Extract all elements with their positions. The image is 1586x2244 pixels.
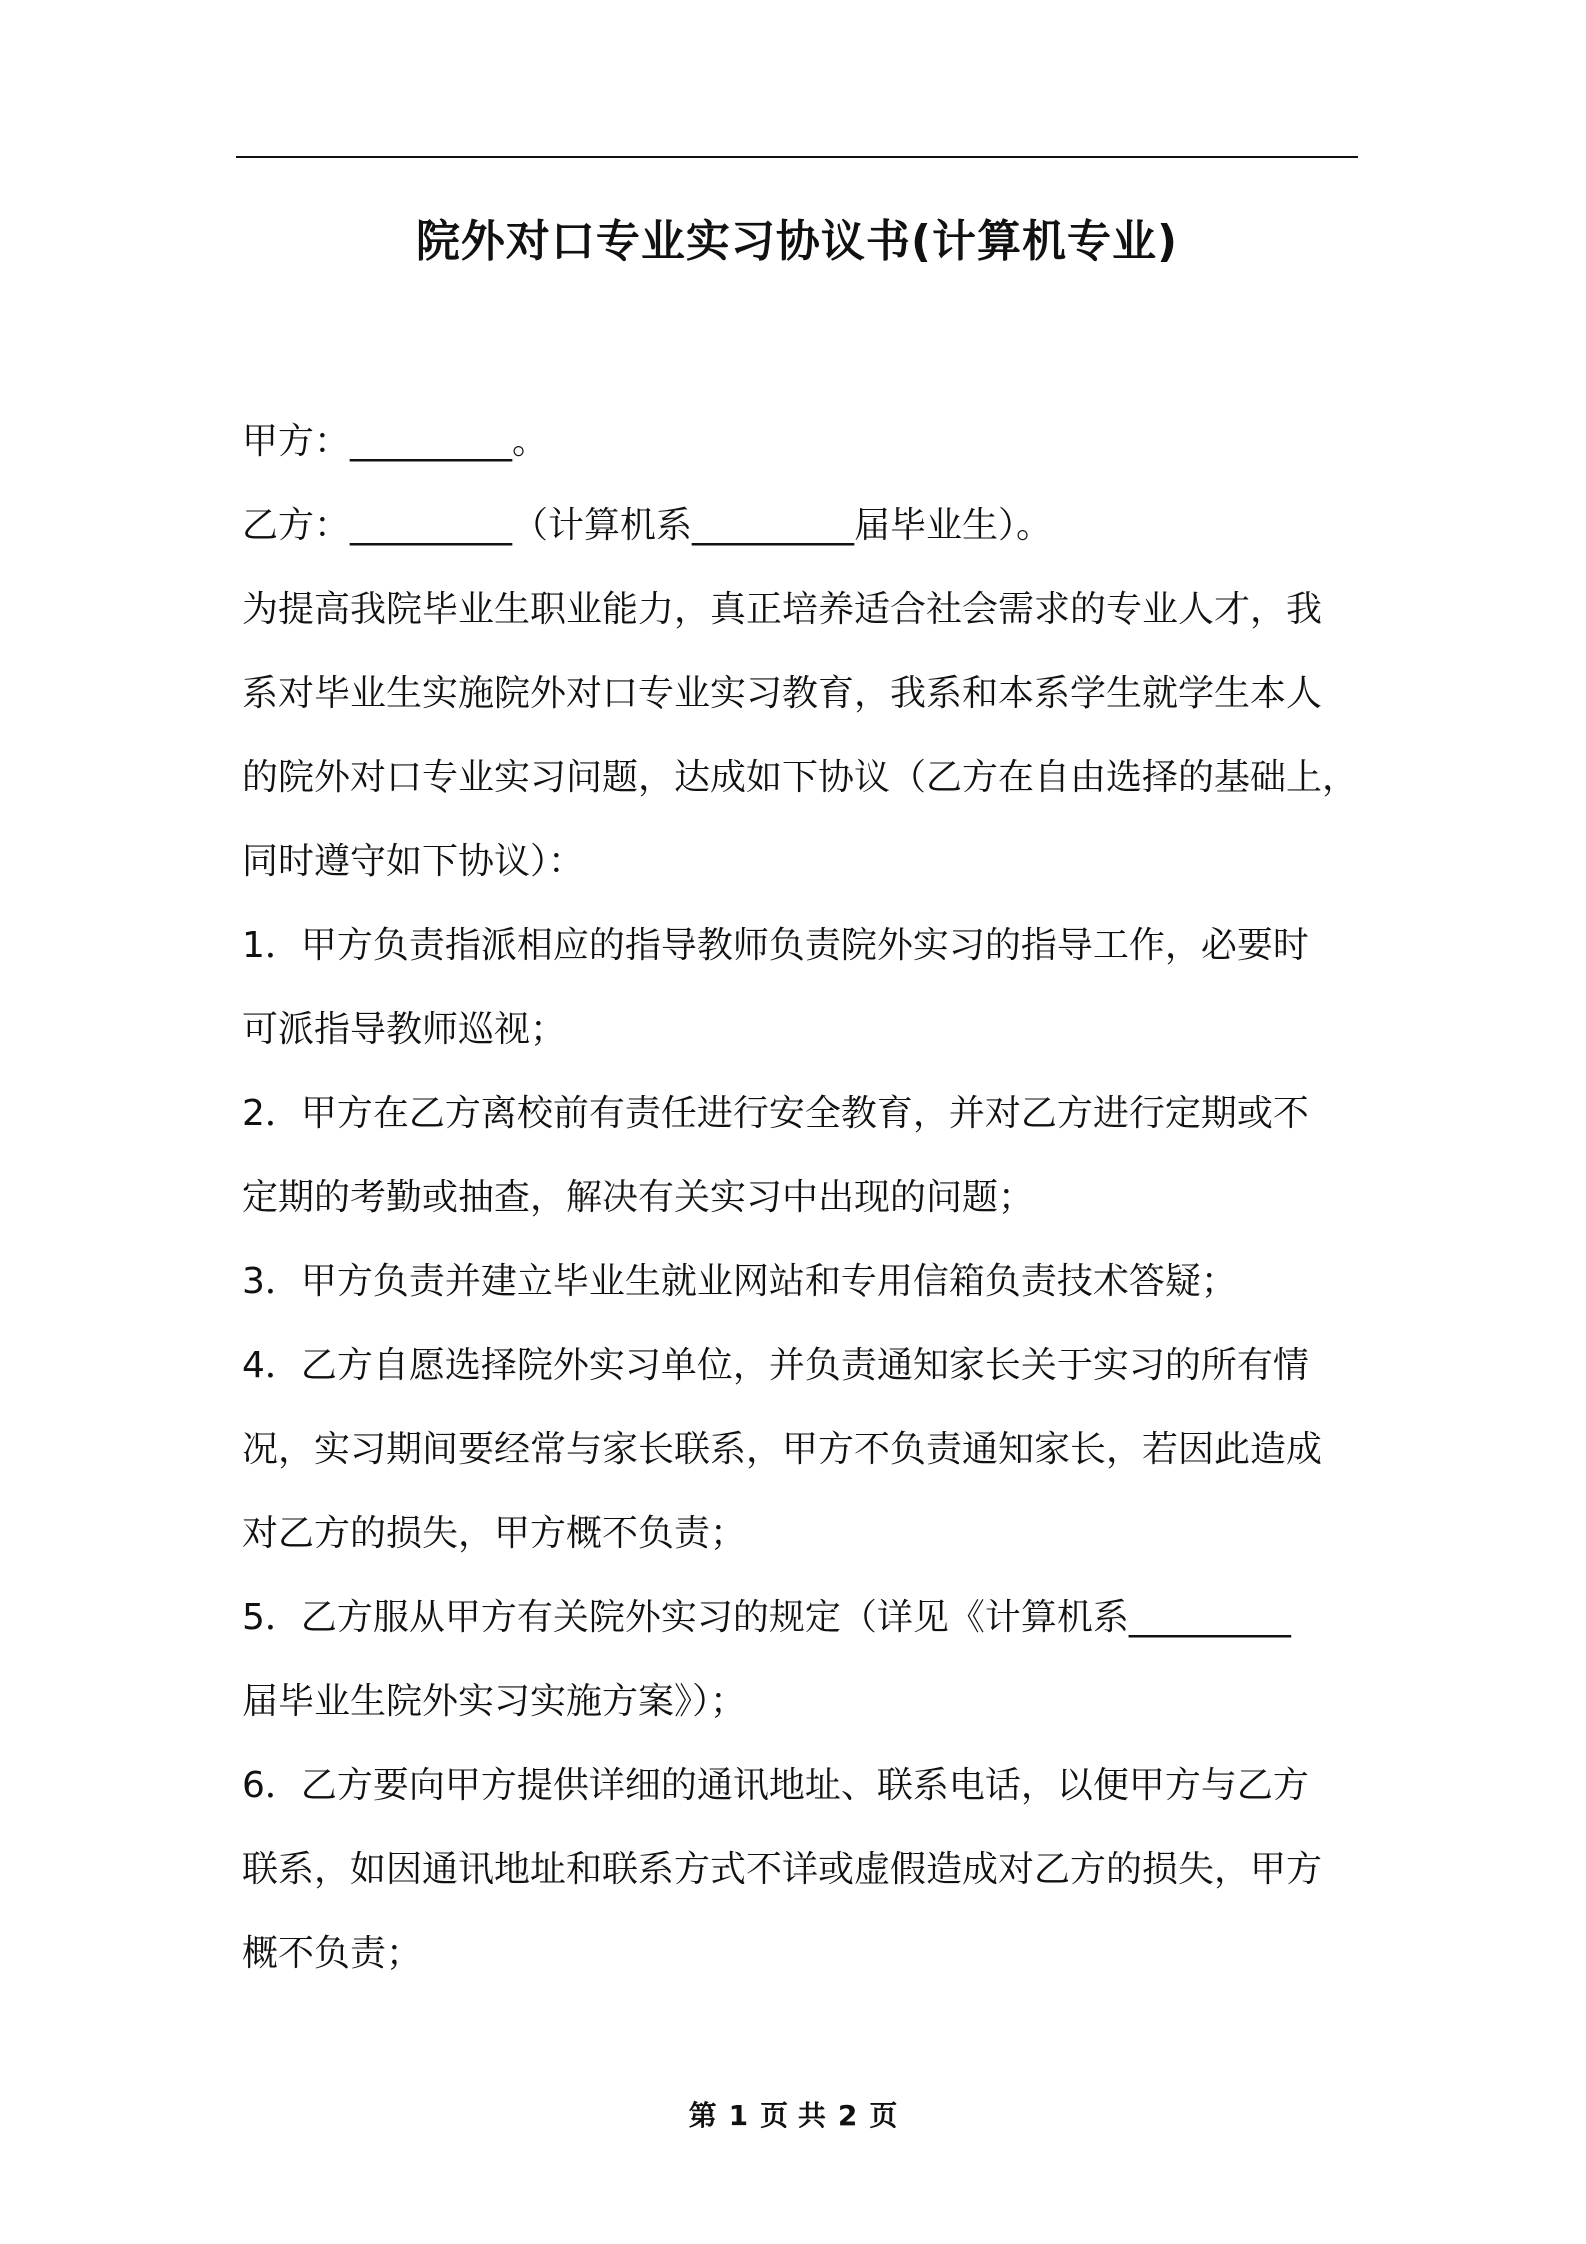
- clause-2-line: 2．甲方在乙方离校前有责任进行安全教育，并对乙方进行定期或不: [242, 1093, 1309, 1134]
- intro-line: 的院外对口专业实习问题，达成如下协议（乙方在自由选择的基础上，: [242, 757, 1359, 798]
- footer-prefix: 第: [688, 2099, 717, 2132]
- document-body: [242, 400, 1362, 1996]
- clause-1-line: 1．甲方负责指派相应的指导教师负责院外实习的指导工作，必要时: [242, 925, 1309, 966]
- clause-5-line: 5．乙方服从甲方有关院外实习的规定（详见《计算机系_________: [242, 1597, 1291, 1638]
- clause-6-line: 联系，如因通讯地址和联系方式不详或虚假造成对乙方的损失，甲方: [242, 1849, 1323, 1890]
- footer-middle: 页 共: [760, 2099, 826, 2132]
- clause-6-line: 6．乙方要向甲方提供详细的通讯地址、联系电话，以便甲方与乙方: [242, 1765, 1309, 1806]
- clause-4-line: 对乙方的损失，甲方概不负责；: [242, 1513, 747, 1554]
- page-total: 2: [837, 2099, 858, 2132]
- clause-4-line: 况，实习期间要经常与家长联系，甲方不负责通知家长，若因此造成: [242, 1429, 1323, 1470]
- page-footer: [0, 2096, 1586, 2136]
- intro-line: 同时遵守如下协议）：: [242, 841, 585, 882]
- party-a-line: 甲方：_________。: [242, 421, 549, 462]
- header-rule: [236, 156, 1358, 158]
- page-number: 1: [728, 2099, 749, 2132]
- clause-6-line: 概不负责；: [242, 1933, 423, 1974]
- intro-line: 系对毕业生实施院外对口专业实习教育，我系和本系学生就学生本人: [242, 673, 1323, 714]
- intro-line: 为提高我院毕业生职业能力，真正培养适合社会需求的专业人才，我: [242, 589, 1323, 630]
- clause-5-line: 届毕业生院外实习实施方案》）；: [242, 1681, 747, 1722]
- document-title: 院外对口专业实习协议书(计算机专业): [415, 216, 1179, 267]
- clause-2-line: 定期的考勤或抽查，解决有关实习中出现的问题；: [242, 1177, 1035, 1218]
- clause-4-line: 4．乙方自愿选择院外实习单位，并负责通知家长关于实习的所有情: [242, 1345, 1309, 1386]
- party-b-line: 乙方：_________（计算机系_________届毕业生）。: [242, 505, 1053, 546]
- clause-3-line: 3．甲方负责并建立毕业生就业网站和专用信箱负责技术答疑；: [242, 1261, 1237, 1302]
- clause-1-line: 可派指导教师巡视；: [242, 1009, 567, 1050]
- footer-suffix: 页: [869, 2099, 898, 2132]
